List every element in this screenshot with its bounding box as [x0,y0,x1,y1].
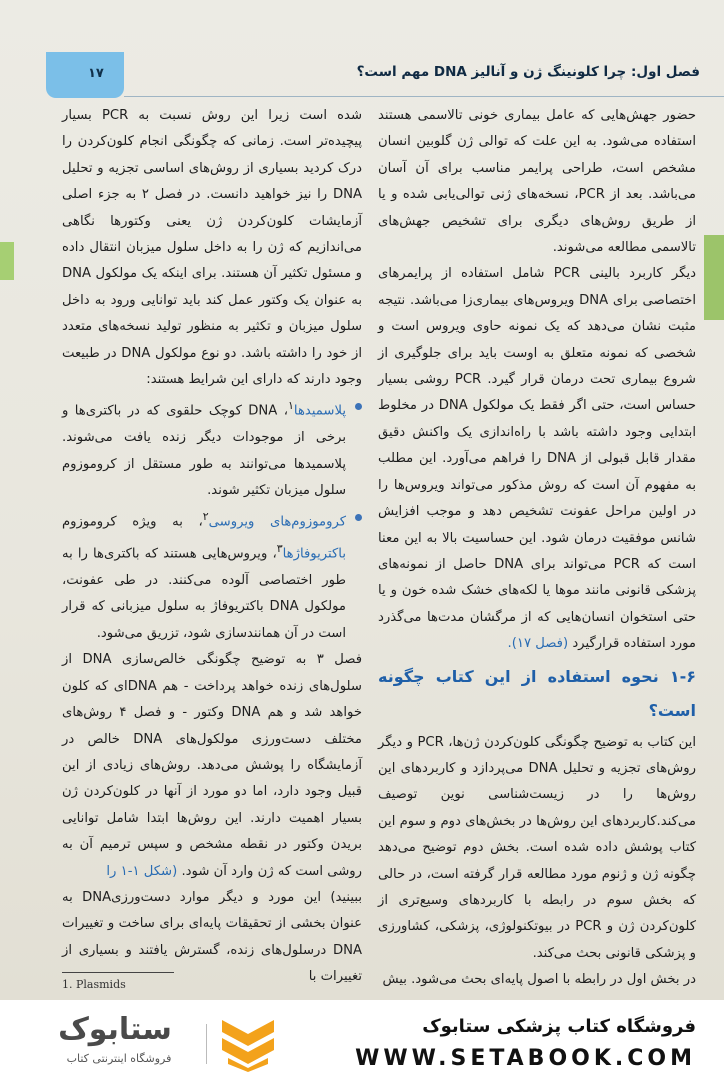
bullet-item: کروموزوم‌های ویروسی$^۲$، به ویژه کروموزوم باکتریوفاژها$^۳$، ویروس‌هایی هستند که باکتری‌ها را به طور اختصاصی آلوده می‌کنند. در طی عفونت، مولکول DNA باکتریوفاژ به سلول میزبانی که قرار است در آن همانندسازی شود، تزریق می‌شود. [62,504,362,647]
term: کروموزوم‌های ویروسی [208,514,346,530]
header-divider [124,96,724,97]
page-number-tab [46,52,124,98]
bullet-item: پلاسمیدها$^۱$، DNA کوچک حلقوی که در باکتری‌ها و برخی از موجودات دیگر زنده یافت می‌شوند. پلاسمیدها می‌توانند به طور مستقل از کروموزوم سلول میزبان تکثیر شوند. [62,393,362,504]
bullet-icon [355,514,362,521]
footnote-divider [62,972,174,973]
green-edge-tab [704,235,724,320]
term: پلاسمیدها [293,403,347,419]
footnote: 1. Plasmids [62,978,126,991]
paragraph: ببینید) این مورد و دیگر موارد دست‌ورزی‌DNA به عنوان بخشی از تحقیقات پایه‌ای برای ساخت و تغییرات DNA درسلول‌های زنده، گسترش یافتند و بسیاری از تغییرات با [62,889,362,985]
section-heading: ۱-۶ نحوه استفاده از این کتاب چگونه است؟ [378,666,696,720]
right-column [378,103,696,994]
figure-reference: (شکل ۱-۱ را [106,863,178,879]
paragraph: در بخش اول در رابطه با اصول پایه‌ای بحث می‌شود. بیش [382,972,696,988]
left-column [62,103,362,991]
chapter-title: فصل اول: چرا کلونینگ ژن و آنالیز DNA مهم است؟ [356,64,700,80]
logo-tagline: فروشگاه اینترنتی کتاب [66,1052,172,1065]
green-edge-tab-left [0,242,14,280]
logo-wordmark: ستابوک [58,1012,172,1047]
paragraph: حضور جهش‌هایی که عامل بیماری خونی تالاسمی هستند استفاده می‌شود. به این علت که توالی ژن گلوبین انسان مشخص است، طراحی پرایمر مناسب برای آن آسان می‌باشد. بعد از PCR، نسخه‌های ژنی توالی‌یابی شده و یا از طریق روش‌های دیگری برای تشخیص جهش‌های تالاسمی مطالعه می‌شوند. [378,108,696,256]
bleed-through-text [300,38,720,64]
chapter-reference: (فصل ۱۷). [507,636,569,652]
paragraph: این کتاب به توضیح چگونگی کلون‌کردن ژن‌ها، PCR و دیگر روش‌های تجزیه و تحلیل DNA می‌پردازد و کاربردهای این روش‌ها را در زیست‌شناسی نوین توصیف می‌کند.کاربردهای این روش‌ها در بخش‌های دوم و سوم این کتاب پوشش داده شده است. بخش دوم توضیح می‌دهد چگونه ژن و ژنوم مورد مطالعه قرار گرفته است، در حالی که بخش سوم در رابطه با کاربردهای وسیع‌تری از کلون‌کردن ژن و PCR در بیوتکنولوژی، پزشکی، کشاورزی و پزشکی قانونی بحث می‌کند. [378,734,696,961]
term: باکتریوفاژها [282,546,346,562]
bullet-icon [355,403,362,410]
paragraph: دیگر کاربرد بالینی PCR شامل استفاده از پرایمرهای اختصاصی برای DNA ویروس‌های بیماری‌زا می‌باشد. نتیجه مثبت نشان می‌دهد که یک نمونه حاوی ویروس است و شخصی که نمونه متعلق به اوست باید برای جلوگیری از شروع بیماری تحت درمان قرار گیرد. PCR روشی بسیار حساس است، حتی اگر فقط یک مولکول DNA در مخلوط ابتدایی وجود داشته باشد با راه‌اندازی یک واکنش دقیق مقدار قابل قبولی از DNA را فراهم می‌آورد. این مطلب به مفهوم آن است که روش مذکور می‌تواند ویروس‌ها را در اولین مراحل عفونت تشخیص دهد و موجب افزایش شانس موفقیت درمان شود. این حساسیت بالا به این معنا است که PCR می‌تواند برای DNA حاصل از نمونه‌های پزشکی قانونی مانند موها یا لکه‌های خشک شده خون و یا حتی استخوان انسان‌هایی که از مرگشان مدت‌ها می‌گذرد مورد استفاده قرارگیرد (فصل ۱۷). [378,266,697,652]
paragraph: فصل ۳ به توضیح چگونگی خالص‌سازی DNA از سلول‌های زنده خواهد پرداخت - هم DNAای که کلون خواهد شد و هم DNA وکتور - و فصل ۴ روش‌های مختلف دست‌ورزی مولکول‌های DNA خالص در آزمایشگاه را پوشش می‌دهد. روش‌های زیادی از این قبیل وجود دارد، اما دو مورد از آنها در کلون‌کردن ژن بسیار اهمیت دارند. این روش‌ها ابتدا شامل توانایی بریدن وکتور در نقطه مشخص و سپس ترمیم آن به روشی است که ژن وارد آن شود. (شکل ۱-۱ را [62,652,363,879]
store-title: فروشگاه کتاب پزشکی ستابوک [422,1016,696,1037]
store-url[interactable]: WWW.SETABOOK.COM [355,1046,696,1071]
logo-divider [206,1024,207,1064]
chevron-logo-icon [218,1016,278,1072]
page-number: ۱۷ [88,66,104,81]
paragraph: شده است زیرا این روش نسبت به PCR بسیار پیچیده‌تر است. زمانی که چگونگی انجام کلون‌کردن را درک کردید بسیاری از روش‌های اساسی تجزیه و تحلیل DNA را نیز خواهید دانست. در فصل ۲ به جزء اصلی آزمایشات کلون‌کردن ژن یعنی وکتورها نگاهی می‌اندازیم که ژن را به داخل سلول میزبان انتقال داده و مسئول تکثیر آن هستند. برای اینکه یک مولکول DNA به عنوان یک وکتور عمل کند باید توانایی ورود به داخل سلول میزبان و تکثیر به منظور تولید نسخه‌های متعدد از خود را داشته باشد. دو نوع مولکول DNA در طبیعت وجود دارند که دارای این شرایط هستند: [62,108,362,388]
